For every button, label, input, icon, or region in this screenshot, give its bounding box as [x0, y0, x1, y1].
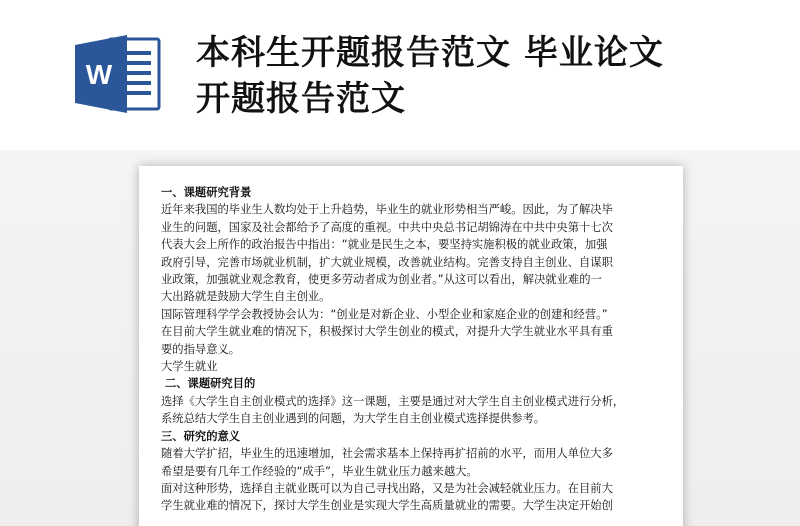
section-heading: 三、研究的意义: [161, 429, 241, 443]
paragraph-line: 系统总结大学生自主创业遇到的问题，为大学生自主创业模式选择提供参考。: [161, 412, 546, 426]
paragraph-line: 国际管理科学学会教授协会认为：“创业是对新企业、小型企业和家庭企业的创建和经营。”: [161, 307, 608, 321]
paragraph-line: 政府引导，完善市场就业机制，扩大就业规模，改善就业结构。完善支持自主创业、自谋职: [161, 255, 613, 269]
paragraph-line: 业生的问题，国家及社会都给予了高度的重视。中共中央总书记胡锦涛在中共中央第十七次: [161, 220, 613, 234]
section-heading: 二、课题研究目的: [161, 377, 256, 391]
paragraph-line: 选择《大学生自主创业模式的选择》这一课题，主要是通过对大学生自主创业模式进行分析，: [161, 394, 625, 408]
title-line-2: 开题报告范文: [196, 79, 406, 119]
header-banner: [0, 0, 800, 150]
page-title: [196, 30, 776, 122]
word-icon-letter: W: [85, 59, 113, 90]
paragraph-line: 随着大学扩招，毕业生的迅速增加，社会需求基本上保持再扩招前的水平，而用人单位大多: [161, 447, 613, 461]
paragraph-line: 学生就业难的情况下，探讨大学生创业是实现大学生高质量就业的需要。大学生决定开始创: [161, 499, 613, 513]
paragraph-line: 近年来我国的毕业生人数均处于上升趋势，毕业生的就业形势相当严峻。因此，为了解决毕: [161, 203, 613, 217]
paragraph-line: 大学生就业: [161, 360, 218, 374]
word-document-icon: [75, 33, 163, 115]
paragraph-line: 大出路就是鼓励大学生自主创业。: [161, 290, 331, 304]
document-page: [139, 166, 683, 526]
paragraph-line: 要的指导意义。: [161, 342, 241, 356]
paragraph-line: 在目前大学生就业难的情况下，积极探讨大学生创业的模式，对提升大学生就业水平具有重: [161, 325, 613, 339]
section-heading: 一、课题研究背景: [161, 186, 252, 199]
paragraph-line: 面对这种形势，选择自主就业既可以为自己寻找出路，又是为社会减轻就业压力。在目前大: [161, 481, 613, 495]
paragraph-line: 代表大会上所作的政治报告中指出：“就业是民生之本，要坚持实施积极的就业政策，加强: [161, 238, 608, 252]
paragraph-line: 希望是要有几年工作经验的“成手”，毕业生就业压力越来越大。: [161, 464, 478, 478]
paragraph-line: 业政策，加强就业观念教育，使更多劳动者成为创业者。”从这可以看出，解决就业难的一: [161, 273, 602, 287]
title-line-1: 本科生开题报告范文 毕业论文: [196, 33, 664, 73]
